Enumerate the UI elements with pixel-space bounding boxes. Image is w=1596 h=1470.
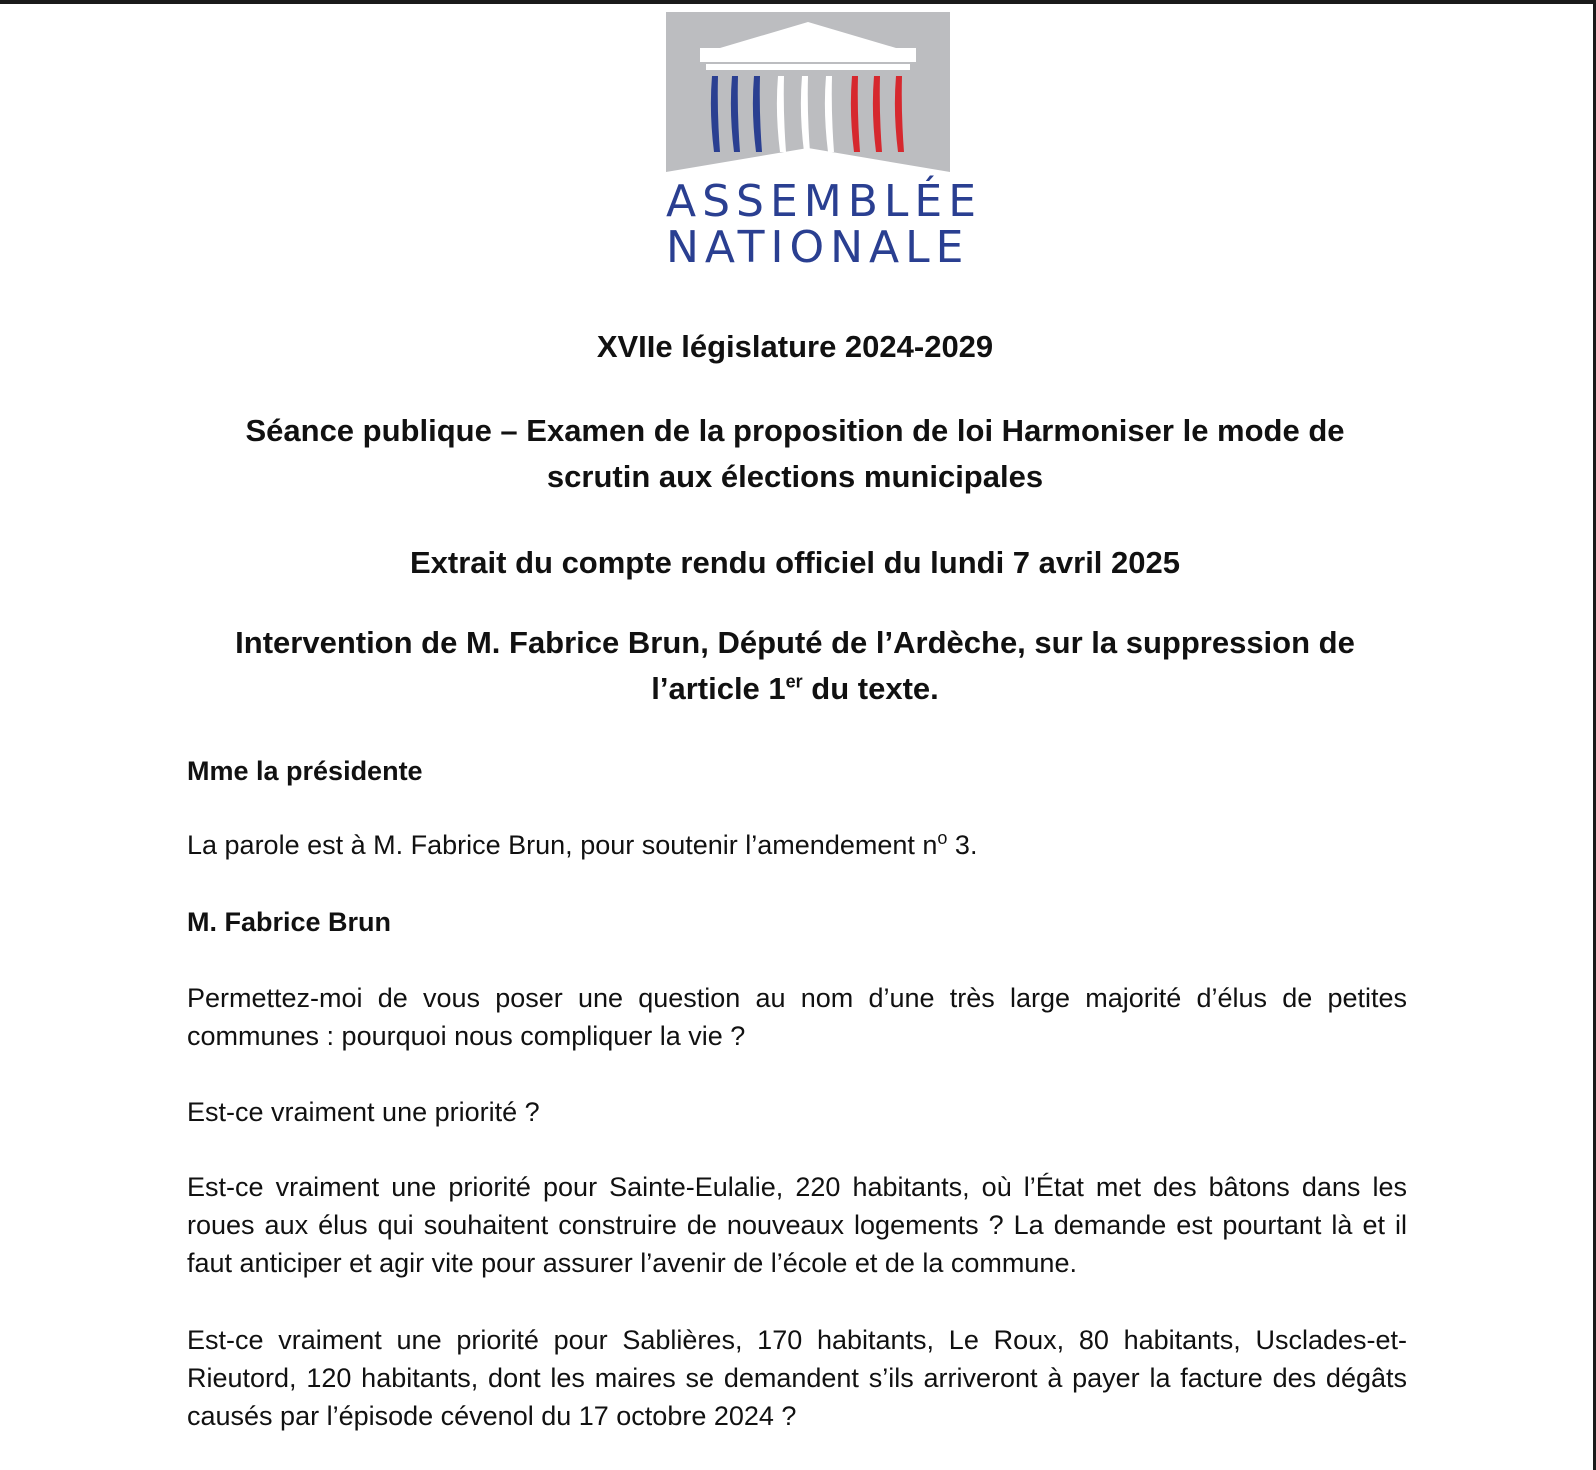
extrait-heading: Extrait du compte rendu officiel du lundi 7 avril 2025	[409, 545, 1180, 580]
paragraph-sablieres: Est-ce vraiment une priorité pour Sablières, 170 habitants, Le Roux, 80 habitants, Usclades-et-Rieutord, 120 habitants, dont les maires se demandent s’ils arriveront à payer la facture des dégâts causés par l’épisode cévenol du 17 octobre 2024 ?	[187, 1325, 1407, 1431]
paragraph-sainte-eulalie: Est-ce vraiment une priorité pour Sainte-Eulalie, 220 habitants, où l’État met des bâtons dans les roues aux élus qui souhaitent construire de nouveaux logements ? La demande est pourtant là et il faut anticiper et agir vite pour assurer l’avenir de l’école et de la commune.	[187, 1172, 1407, 1278]
parole-text: La parole est à M. Fabrice Brun, pour soutenir l’amendement n	[187, 830, 938, 860]
speaker-fabrice-brun: M. Fabrice Brun	[187, 907, 392, 937]
assemblee-nationale-logo	[666, 12, 983, 273]
logo-text-line2: NATIONALE	[666, 222, 970, 273]
top-border	[0, 0, 1596, 4]
paragraph-question: Permettez-moi de vous poser une question au nom d’une très large majorité d’élus de petites communes : pourquoi nous compliquer la vie ?	[187, 983, 1407, 1051]
speaker-presidente: Mme la présidente	[187, 756, 423, 786]
intervention-tail: du texte.	[802, 671, 939, 706]
paragraph-parole	[187, 826, 1407, 864]
intervention-article: l’article 1	[651, 671, 786, 706]
seance-heading-line1: Séance publique – Examen de la proposition de loi Harmoniser le mode de	[245, 413, 1345, 448]
numero-sup: o	[937, 828, 948, 848]
intervention-heading-line1: Intervention de M. Fabrice Brun, Député de l’Ardèche, sur la suppression de	[235, 625, 1355, 660]
intervention-sup: er	[785, 671, 803, 692]
amendment-number: 3.	[947, 830, 978, 860]
logo-emblem	[666, 12, 950, 172]
intervention-heading	[150, 620, 1440, 712]
seance-heading	[150, 408, 1440, 500]
intervention-heading-line2	[651, 671, 939, 706]
paragraph-priorite: Est-ce vraiment une priorité ?	[187, 1097, 540, 1127]
logo-text-line1: ASSEMBLÉE	[666, 176, 983, 227]
seance-heading-line2: scrutin aux élections municipales	[546, 459, 1044, 494]
legislature-heading: XVIIe législature 2024-2029	[596, 329, 994, 364]
